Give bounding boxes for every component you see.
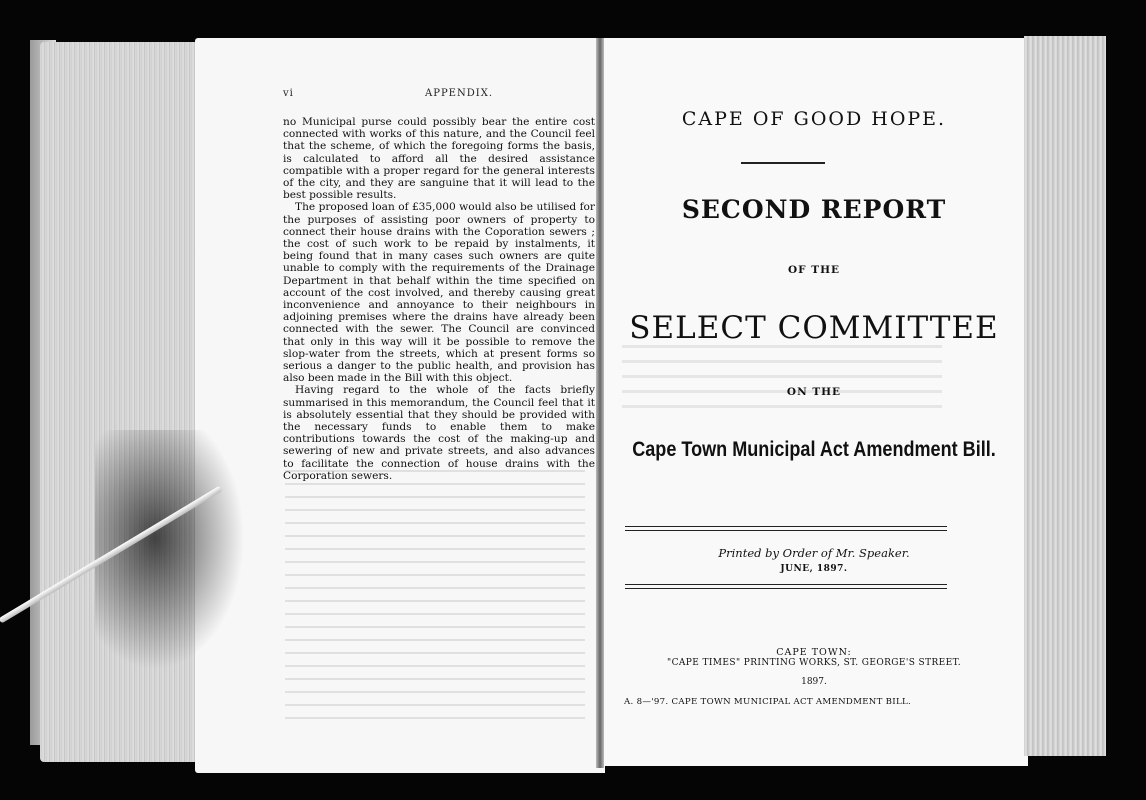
imprint-year: 1897.: [801, 677, 827, 687]
right-page-stack: [1024, 36, 1106, 756]
paragraph-3: Having regard to the whole of the facts briefly summarised in this memorandum, the Council feel that it is absolutely essential that they should be provided with the necessary funds to enable them to make contributions towards the cost of the making-up and sewering of new and private streets, and also advances to facilitate the connection of house drains with the Corporation sewers.: [283, 384, 595, 482]
running-head: APPENDIX.: [425, 88, 493, 99]
of-the-label: OF THE: [788, 264, 840, 276]
double-rule-top: [625, 526, 947, 531]
committee-title: SELECT COMMITTEE: [629, 310, 999, 346]
paragraph-1: no Municipal purse could possibly bear the entire cost connected with works of this nature, and the Council feel that the scheme, of which the foregoing forms the basis, is calculated to afford all the desired assistance compatible with a proper regard for the general interests of the city, and they are sanguine that it will lead to the best possible results.: [283, 116, 595, 202]
title-rule: [741, 162, 825, 164]
left-page-body: [283, 116, 595, 482]
imprint-city: CAPE TOWN:: [776, 647, 852, 658]
bleed-through-text: [285, 470, 585, 720]
publication-date: JUNE, 1897.: [780, 564, 848, 574]
imprint-printer: "CAPE TIMES" PRINTING WORKS, ST. GEORGE'S STREET.: [667, 658, 961, 668]
paragraph-2: The proposed loan of £35,000 would also be utilised for the purposes of assisting poor owners of property to connect their house drains with the Coporation sewers ; the cost of such work to be repaid by instalments, it being found that in many cases such owners are quite unable to comply with the requirements of the Drainage Department in that behalf within the time specified on account of the cost involved, and thereby causing great inconvenience and annoyance to their neighbours in adjoining premises where the drains have already been connected with the sewer. The Council are convinced that only in this way will it be possible to remove the slop-water from the streets, which at present forms so serious a danger to the public health, and provision has also been made in the Bill with this object.: [283, 201, 595, 385]
page-number: vi: [283, 88, 294, 99]
bleed-through-text-right: [622, 345, 942, 415]
double-rule-bottom: [625, 584, 947, 589]
report-title: SECOND REPORT: [681, 195, 947, 224]
printed-by: Printed by Order of Mr. Speaker.: [718, 546, 910, 560]
bill-title: Cape Town Municipal Act Amendment Bill.: [632, 438, 996, 461]
colony-title: CAPE OF GOOD HOPE.: [681, 108, 947, 130]
page-footer: A. 8—'97. CAPE TOWN MUNICIPAL ACT AMENDMENT BILL.: [624, 697, 912, 707]
on-the-label: ON THE: [786, 386, 842, 398]
